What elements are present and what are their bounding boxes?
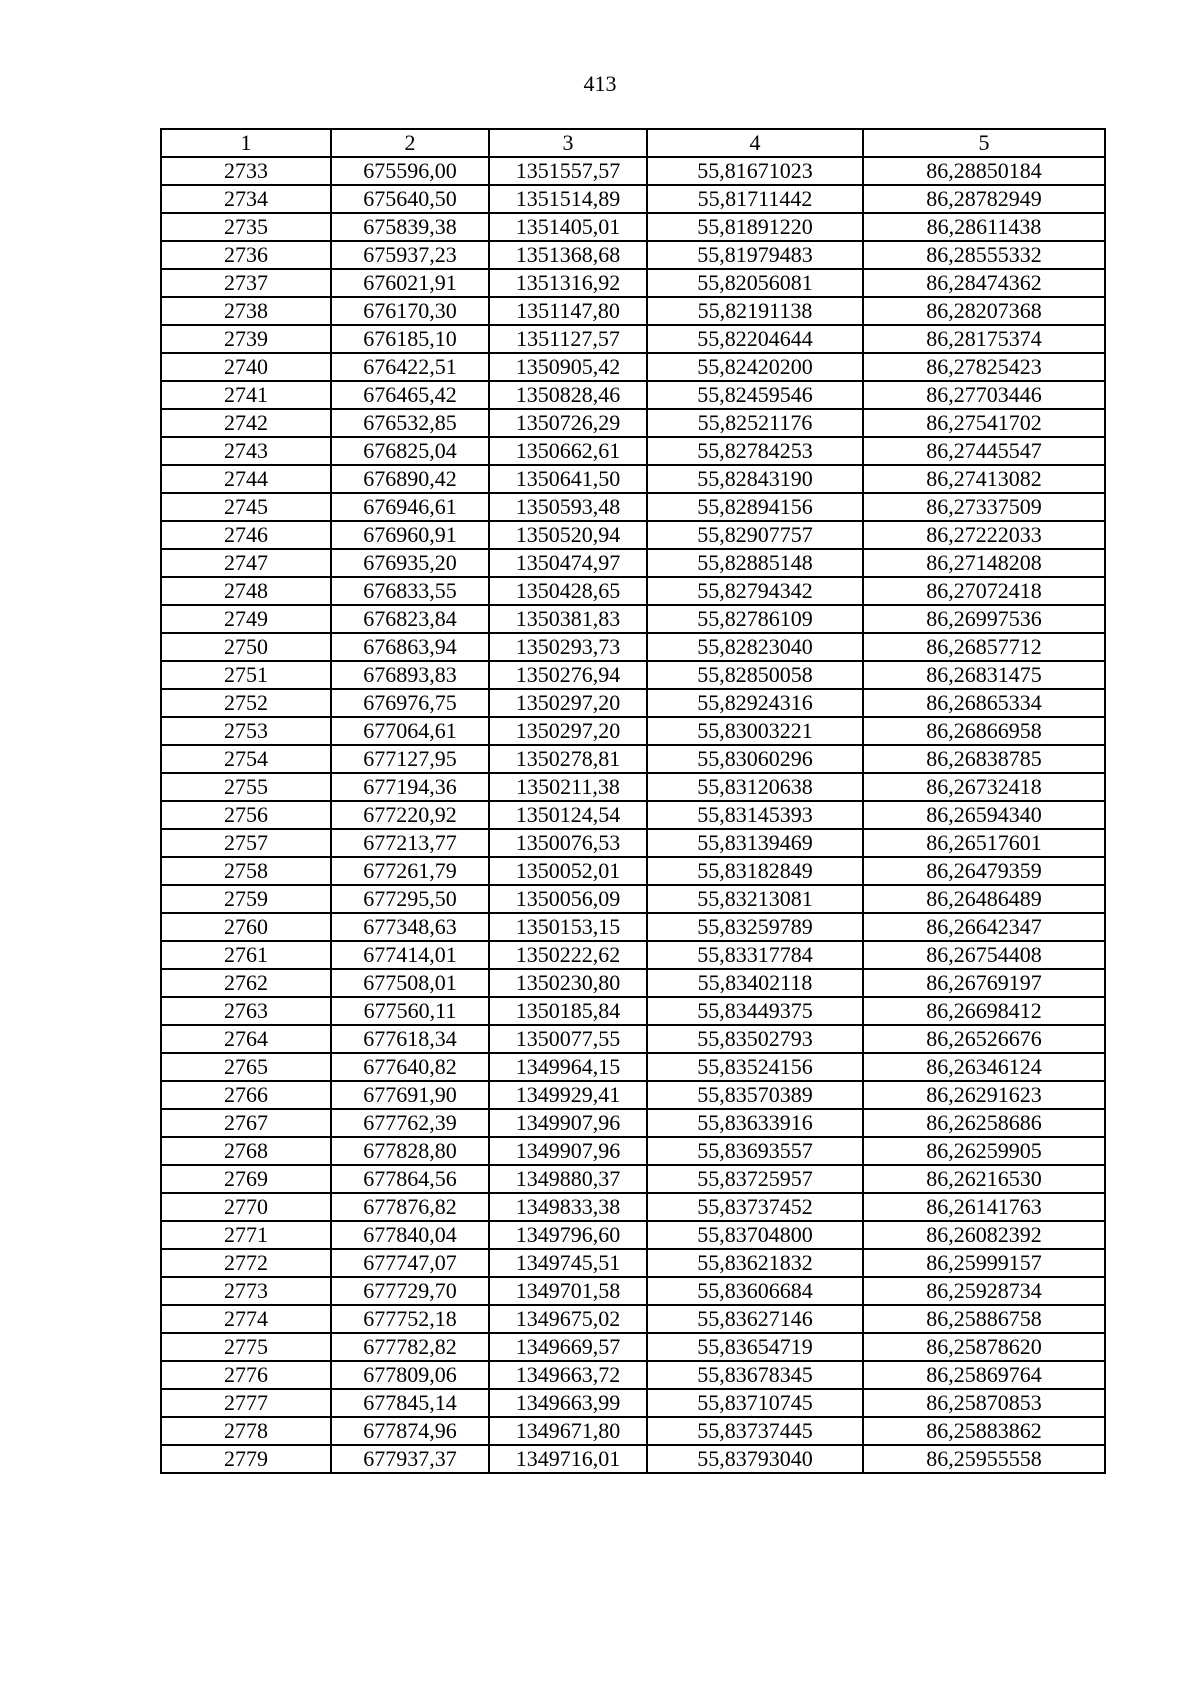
- table-body: [161, 157, 1105, 1473]
- longitude-cell: 86,26997536: [863, 605, 1105, 633]
- latitude-cell: 55,83633916: [647, 1109, 863, 1137]
- y-coordinate-cell: 1349907,96: [489, 1137, 647, 1165]
- longitude-cell: 86,26698412: [863, 997, 1105, 1025]
- latitude-cell: 55,83606684: [647, 1277, 863, 1305]
- latitude-cell: 55,83003221: [647, 717, 863, 745]
- point-number-cell: 2762: [161, 969, 331, 997]
- longitude-cell: 86,26594340: [863, 801, 1105, 829]
- point-number-cell: 2778: [161, 1417, 331, 1445]
- latitude-cell: 55,83678345: [647, 1361, 863, 1389]
- latitude-cell: 55,82894156: [647, 493, 863, 521]
- y-coordinate-cell: 1350297,20: [489, 689, 647, 717]
- table-row: [161, 1025, 1105, 1053]
- point-number-cell: 2752: [161, 689, 331, 717]
- longitude-cell: 86,28555332: [863, 241, 1105, 269]
- longitude-cell: 86,25870853: [863, 1389, 1105, 1417]
- longitude-cell: 86,26526676: [863, 1025, 1105, 1053]
- latitude-cell: 55,82885148: [647, 549, 863, 577]
- y-coordinate-cell: 1349675,02: [489, 1305, 647, 1333]
- x-coordinate-cell: 676863,94: [331, 633, 489, 661]
- longitude-cell: 86,28207368: [863, 297, 1105, 325]
- latitude-cell: 55,83793040: [647, 1445, 863, 1473]
- table-row: [161, 465, 1105, 493]
- latitude-cell: 55,83737452: [647, 1193, 863, 1221]
- longitude-cell: 86,26642347: [863, 913, 1105, 941]
- latitude-cell: 55,83213081: [647, 885, 863, 913]
- table-row: [161, 885, 1105, 913]
- longitude-cell: 86,26141763: [863, 1193, 1105, 1221]
- point-number-cell: 2760: [161, 913, 331, 941]
- latitude-cell: 55,82786109: [647, 605, 863, 633]
- table-row: [161, 493, 1105, 521]
- x-coordinate-cell: 677348,63: [331, 913, 489, 941]
- y-coordinate-cell: 1350641,50: [489, 465, 647, 493]
- x-coordinate-cell: 677213,77: [331, 829, 489, 857]
- x-coordinate-cell: 677752,18: [331, 1305, 489, 1333]
- longitude-cell: 86,26259905: [863, 1137, 1105, 1165]
- longitude-cell: 86,26865334: [863, 689, 1105, 717]
- y-coordinate-cell: 1349929,41: [489, 1081, 647, 1109]
- longitude-cell: 86,27825423: [863, 353, 1105, 381]
- longitude-cell: 86,25883862: [863, 1417, 1105, 1445]
- latitude-cell: 55,83737445: [647, 1417, 863, 1445]
- y-coordinate-cell: 1350153,15: [489, 913, 647, 941]
- y-coordinate-cell: 1350381,83: [489, 605, 647, 633]
- table-row: [161, 857, 1105, 885]
- longitude-cell: 86,26754408: [863, 941, 1105, 969]
- x-coordinate-cell: 676893,83: [331, 661, 489, 689]
- latitude-cell: 55,83710745: [647, 1389, 863, 1417]
- longitude-cell: 86,26216530: [863, 1165, 1105, 1193]
- table-row: [161, 381, 1105, 409]
- table-row: [161, 1137, 1105, 1165]
- point-number-cell: 2738: [161, 297, 331, 325]
- longitude-cell: 86,25955558: [863, 1445, 1105, 1473]
- y-coordinate-cell: 1350905,42: [489, 353, 647, 381]
- point-number-cell: 2761: [161, 941, 331, 969]
- table-row: [161, 801, 1105, 829]
- table-row: [161, 549, 1105, 577]
- longitude-cell: 86,27445547: [863, 437, 1105, 465]
- table-row: [161, 1445, 1105, 1473]
- table-row: [161, 605, 1105, 633]
- y-coordinate-cell: 1350222,62: [489, 941, 647, 969]
- longitude-cell: 86,28474362: [863, 269, 1105, 297]
- table-row: [161, 185, 1105, 213]
- longitude-cell: 86,26838785: [863, 745, 1105, 773]
- x-coordinate-cell: 677194,36: [331, 773, 489, 801]
- y-coordinate-cell: 1350293,73: [489, 633, 647, 661]
- point-number-cell: 2766: [161, 1081, 331, 1109]
- y-coordinate-cell: 1349701,58: [489, 1277, 647, 1305]
- point-number-cell: 2757: [161, 829, 331, 857]
- x-coordinate-cell: 675937,23: [331, 241, 489, 269]
- y-coordinate-cell: 1349796,60: [489, 1221, 647, 1249]
- x-coordinate-cell: 677747,07: [331, 1249, 489, 1277]
- point-number-cell: 2735: [161, 213, 331, 241]
- latitude-cell: 55,81979483: [647, 241, 863, 269]
- table-row: [161, 1053, 1105, 1081]
- x-coordinate-cell: 677640,82: [331, 1053, 489, 1081]
- table-row: [161, 913, 1105, 941]
- latitude-cell: 55,83060296: [647, 745, 863, 773]
- table-row: [161, 1081, 1105, 1109]
- point-number-cell: 2733: [161, 157, 331, 185]
- point-number-cell: 2756: [161, 801, 331, 829]
- y-coordinate-cell: 1350474,97: [489, 549, 647, 577]
- y-coordinate-cell: 1349671,80: [489, 1417, 647, 1445]
- page-number: 413: [583, 71, 617, 96]
- y-coordinate-cell: 1350211,38: [489, 773, 647, 801]
- y-coordinate-cell: 1349964,15: [489, 1053, 647, 1081]
- table-row: [161, 213, 1105, 241]
- y-coordinate-cell: 1350276,94: [489, 661, 647, 689]
- point-number-cell: 2776: [161, 1361, 331, 1389]
- column-header: 5: [863, 129, 1105, 157]
- point-number-cell: 2771: [161, 1221, 331, 1249]
- table-row: [161, 829, 1105, 857]
- table-row: [161, 269, 1105, 297]
- x-coordinate-cell: 676833,55: [331, 577, 489, 605]
- x-coordinate-cell: 677828,80: [331, 1137, 489, 1165]
- x-coordinate-cell: 677782,82: [331, 1333, 489, 1361]
- table-row: [161, 157, 1105, 185]
- latitude-cell: 55,83317784: [647, 941, 863, 969]
- x-coordinate-cell: 677414,01: [331, 941, 489, 969]
- point-number-cell: 2763: [161, 997, 331, 1025]
- latitude-cell: 55,83570389: [647, 1081, 863, 1109]
- y-coordinate-cell: 1350593,48: [489, 493, 647, 521]
- x-coordinate-cell: 675839,38: [331, 213, 489, 241]
- y-coordinate-cell: 1350662,61: [489, 437, 647, 465]
- latitude-cell: 55,83182849: [647, 857, 863, 885]
- point-number-cell: 2768: [161, 1137, 331, 1165]
- longitude-cell: 86,26517601: [863, 829, 1105, 857]
- longitude-cell: 86,26291623: [863, 1081, 1105, 1109]
- x-coordinate-cell: 677560,11: [331, 997, 489, 1025]
- table-row: [161, 941, 1105, 969]
- longitude-cell: 86,26857712: [863, 633, 1105, 661]
- longitude-cell: 86,26486489: [863, 885, 1105, 913]
- y-coordinate-cell: 1350828,46: [489, 381, 647, 409]
- y-coordinate-cell: 1350056,09: [489, 885, 647, 913]
- longitude-cell: 86,26866958: [863, 717, 1105, 745]
- point-number-cell: 2774: [161, 1305, 331, 1333]
- x-coordinate-cell: 677295,50: [331, 885, 489, 913]
- point-number-cell: 2765: [161, 1053, 331, 1081]
- table-row: [161, 745, 1105, 773]
- point-number-cell: 2770: [161, 1193, 331, 1221]
- latitude-cell: 55,82907757: [647, 521, 863, 549]
- x-coordinate-cell: 676946,61: [331, 493, 489, 521]
- y-coordinate-cell: 1350052,01: [489, 857, 647, 885]
- x-coordinate-cell: 677845,14: [331, 1389, 489, 1417]
- y-coordinate-cell: 1349745,51: [489, 1249, 647, 1277]
- y-coordinate-cell: 1349833,38: [489, 1193, 647, 1221]
- point-number-cell: 2764: [161, 1025, 331, 1053]
- point-number-cell: 2759: [161, 885, 331, 913]
- x-coordinate-cell: 676825,04: [331, 437, 489, 465]
- longitude-cell: 86,27222033: [863, 521, 1105, 549]
- latitude-cell: 55,82843190: [647, 465, 863, 493]
- latitude-cell: 55,82850058: [647, 661, 863, 689]
- y-coordinate-cell: 1349716,01: [489, 1445, 647, 1473]
- latitude-cell: 55,83259789: [647, 913, 863, 941]
- y-coordinate-cell: 1350185,84: [489, 997, 647, 1025]
- table-row: [161, 297, 1105, 325]
- longitude-cell: 86,26346124: [863, 1053, 1105, 1081]
- latitude-cell: 55,82794342: [647, 577, 863, 605]
- y-coordinate-cell: 1351368,68: [489, 241, 647, 269]
- x-coordinate-cell: 675596,00: [331, 157, 489, 185]
- point-number-cell: 2772: [161, 1249, 331, 1277]
- latitude-cell: 55,83139469: [647, 829, 863, 857]
- longitude-cell: 86,27072418: [863, 577, 1105, 605]
- table-row: [161, 1165, 1105, 1193]
- point-number-cell: 2754: [161, 745, 331, 773]
- latitude-cell: 55,83693557: [647, 1137, 863, 1165]
- table-row: [161, 773, 1105, 801]
- latitude-cell: 55,81891220: [647, 213, 863, 241]
- x-coordinate-cell: 676021,91: [331, 269, 489, 297]
- table-row: [161, 1193, 1105, 1221]
- latitude-cell: 55,83725957: [647, 1165, 863, 1193]
- table-header-row: [161, 129, 1105, 157]
- latitude-cell: 55,82191138: [647, 297, 863, 325]
- point-number-cell: 2753: [161, 717, 331, 745]
- table-row: [161, 577, 1105, 605]
- latitude-cell: 55,83449375: [647, 997, 863, 1025]
- x-coordinate-cell: 676935,20: [331, 549, 489, 577]
- coordinates-table: [160, 128, 1106, 1474]
- latitude-cell: 55,82204644: [647, 325, 863, 353]
- x-coordinate-cell: 677874,96: [331, 1417, 489, 1445]
- y-coordinate-cell: 1351316,92: [489, 269, 647, 297]
- y-coordinate-cell: 1349663,72: [489, 1361, 647, 1389]
- x-coordinate-cell: 675640,50: [331, 185, 489, 213]
- table-row: [161, 633, 1105, 661]
- longitude-cell: 86,25928734: [863, 1277, 1105, 1305]
- x-coordinate-cell: 676422,51: [331, 353, 489, 381]
- y-coordinate-cell: 1351405,01: [489, 213, 647, 241]
- table-row: [161, 521, 1105, 549]
- point-number-cell: 2769: [161, 1165, 331, 1193]
- point-number-cell: 2758: [161, 857, 331, 885]
- table-row: [161, 1305, 1105, 1333]
- longitude-cell: 86,27541702: [863, 409, 1105, 437]
- table-row: [161, 353, 1105, 381]
- latitude-cell: 55,83120638: [647, 773, 863, 801]
- x-coordinate-cell: 677840,04: [331, 1221, 489, 1249]
- x-coordinate-cell: 677220,92: [331, 801, 489, 829]
- point-number-cell: 2779: [161, 1445, 331, 1473]
- latitude-cell: 55,82924316: [647, 689, 863, 717]
- latitude-cell: 55,82823040: [647, 633, 863, 661]
- table-row: [161, 969, 1105, 997]
- y-coordinate-cell: 1349663,99: [489, 1389, 647, 1417]
- y-coordinate-cell: 1349880,37: [489, 1165, 647, 1193]
- point-number-cell: 2747: [161, 549, 331, 577]
- table-row: [161, 1417, 1105, 1445]
- y-coordinate-cell: 1350297,20: [489, 717, 647, 745]
- x-coordinate-cell: 677508,01: [331, 969, 489, 997]
- longitude-cell: 86,28175374: [863, 325, 1105, 353]
- table-row: [161, 661, 1105, 689]
- longitude-cell: 86,28850184: [863, 157, 1105, 185]
- point-number-cell: 2744: [161, 465, 331, 493]
- longitude-cell: 86,26769197: [863, 969, 1105, 997]
- longitude-cell: 86,25878620: [863, 1333, 1105, 1361]
- point-number-cell: 2748: [161, 577, 331, 605]
- longitude-cell: 86,25886758: [863, 1305, 1105, 1333]
- column-header: 3: [489, 129, 647, 157]
- latitude-cell: 55,83654719: [647, 1333, 863, 1361]
- y-coordinate-cell: 1350726,29: [489, 409, 647, 437]
- latitude-cell: 55,82521176: [647, 409, 863, 437]
- x-coordinate-cell: 677809,06: [331, 1361, 489, 1389]
- point-number-cell: 2745: [161, 493, 331, 521]
- latitude-cell: 55,83145393: [647, 801, 863, 829]
- longitude-cell: 86,26732418: [863, 773, 1105, 801]
- point-number-cell: 2751: [161, 661, 331, 689]
- y-coordinate-cell: 1351147,80: [489, 297, 647, 325]
- point-number-cell: 2740: [161, 353, 331, 381]
- x-coordinate-cell: 677691,90: [331, 1081, 489, 1109]
- y-coordinate-cell: 1351557,57: [489, 157, 647, 185]
- latitude-cell: 55,82056081: [647, 269, 863, 297]
- point-number-cell: 2773: [161, 1277, 331, 1305]
- y-coordinate-cell: 1350077,55: [489, 1025, 647, 1053]
- point-number-cell: 2755: [161, 773, 331, 801]
- latitude-cell: 55,81711442: [647, 185, 863, 213]
- y-coordinate-cell: 1349669,57: [489, 1333, 647, 1361]
- x-coordinate-cell: 677762,39: [331, 1109, 489, 1137]
- point-number-cell: 2775: [161, 1333, 331, 1361]
- latitude-cell: 55,83524156: [647, 1053, 863, 1081]
- x-coordinate-cell: 677876,82: [331, 1193, 489, 1221]
- x-coordinate-cell: 676976,75: [331, 689, 489, 717]
- point-number-cell: 2743: [161, 437, 331, 465]
- table-row: [161, 689, 1105, 717]
- latitude-cell: 55,82420200: [647, 353, 863, 381]
- longitude-cell: 86,28782949: [863, 185, 1105, 213]
- x-coordinate-cell: 677618,34: [331, 1025, 489, 1053]
- x-coordinate-cell: 677261,79: [331, 857, 489, 885]
- x-coordinate-cell: 677729,70: [331, 1277, 489, 1305]
- latitude-cell: 55,83704800: [647, 1221, 863, 1249]
- point-number-cell: 2742: [161, 409, 331, 437]
- table-row: [161, 717, 1105, 745]
- latitude-cell: 55,82784253: [647, 437, 863, 465]
- y-coordinate-cell: 1349907,96: [489, 1109, 647, 1137]
- x-coordinate-cell: 677864,56: [331, 1165, 489, 1193]
- x-coordinate-cell: 677937,37: [331, 1445, 489, 1473]
- y-coordinate-cell: 1350428,65: [489, 577, 647, 605]
- longitude-cell: 86,26479359: [863, 857, 1105, 885]
- longitude-cell: 86,25869764: [863, 1361, 1105, 1389]
- y-coordinate-cell: 1350230,80: [489, 969, 647, 997]
- table-row: [161, 325, 1105, 353]
- y-coordinate-cell: 1350278,81: [489, 745, 647, 773]
- longitude-cell: 86,27148208: [863, 549, 1105, 577]
- x-coordinate-cell: 676465,42: [331, 381, 489, 409]
- latitude-cell: 55,83402118: [647, 969, 863, 997]
- table-row: [161, 1361, 1105, 1389]
- longitude-cell: 86,28611438: [863, 213, 1105, 241]
- point-number-cell: 2739: [161, 325, 331, 353]
- point-number-cell: 2737: [161, 269, 331, 297]
- latitude-cell: 55,81671023: [647, 157, 863, 185]
- table-row: [161, 1277, 1105, 1305]
- point-number-cell: 2777: [161, 1389, 331, 1417]
- latitude-cell: 55,83627146: [647, 1305, 863, 1333]
- longitude-cell: 86,26831475: [863, 661, 1105, 689]
- column-header: 1: [161, 129, 331, 157]
- latitude-cell: 55,82459546: [647, 381, 863, 409]
- latitude-cell: 55,83621832: [647, 1249, 863, 1277]
- table-row: [161, 1221, 1105, 1249]
- longitude-cell: 86,27337509: [863, 493, 1105, 521]
- x-coordinate-cell: 676532,85: [331, 409, 489, 437]
- x-coordinate-cell: 676170,30: [331, 297, 489, 325]
- longitude-cell: 86,25999157: [863, 1249, 1105, 1277]
- point-number-cell: 2741: [161, 381, 331, 409]
- longitude-cell: 86,27413082: [863, 465, 1105, 493]
- longitude-cell: 86,27703446: [863, 381, 1105, 409]
- point-number-cell: 2736: [161, 241, 331, 269]
- table-row: [161, 241, 1105, 269]
- latitude-cell: 55,83502793: [647, 1025, 863, 1053]
- point-number-cell: 2767: [161, 1109, 331, 1137]
- y-coordinate-cell: 1350076,53: [489, 829, 647, 857]
- x-coordinate-cell: 677064,61: [331, 717, 489, 745]
- point-number-cell: 2749: [161, 605, 331, 633]
- x-coordinate-cell: 676890,42: [331, 465, 489, 493]
- table-row: [161, 1389, 1105, 1417]
- longitude-cell: 86,26082392: [863, 1221, 1105, 1249]
- x-coordinate-cell: 677127,95: [331, 745, 489, 773]
- longitude-cell: 86,26258686: [863, 1109, 1105, 1137]
- point-number-cell: 2734: [161, 185, 331, 213]
- x-coordinate-cell: 676823,84: [331, 605, 489, 633]
- point-number-cell: 2750: [161, 633, 331, 661]
- column-header: 4: [647, 129, 863, 157]
- point-number-cell: 2746: [161, 521, 331, 549]
- table-row: [161, 997, 1105, 1025]
- table-row: [161, 409, 1105, 437]
- table-row: [161, 1249, 1105, 1277]
- x-coordinate-cell: 676185,10: [331, 325, 489, 353]
- x-coordinate-cell: 676960,91: [331, 521, 489, 549]
- table-row: [161, 1109, 1105, 1137]
- y-coordinate-cell: 1351514,89: [489, 185, 647, 213]
- table-row: [161, 437, 1105, 465]
- y-coordinate-cell: 1350124,54: [489, 801, 647, 829]
- table-row: [161, 1333, 1105, 1361]
- column-header: 2: [331, 129, 489, 157]
- y-coordinate-cell: 1351127,57: [489, 325, 647, 353]
- y-coordinate-cell: 1350520,94: [489, 521, 647, 549]
